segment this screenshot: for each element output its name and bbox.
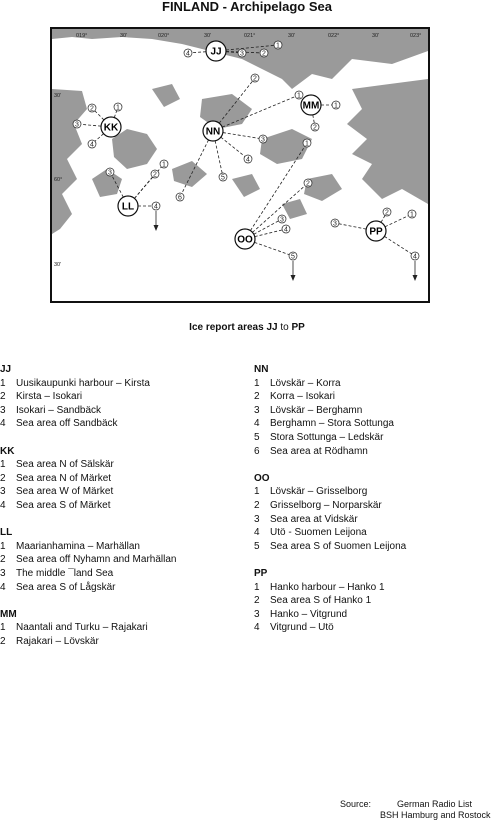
- subarea-number: 4: [413, 253, 417, 261]
- legend-item-text: Sea area S of Suomen Leijona: [270, 540, 407, 552]
- legend-item-text: Kirsta – Isokari: [16, 391, 83, 403]
- station-pp: [331, 208, 419, 281]
- subarea-number: 3: [280, 216, 284, 224]
- subarea-number: 1: [410, 211, 414, 219]
- legend-column-right: [254, 363, 494, 648]
- legend-group-jj: [0, 363, 240, 431]
- legend-item: [254, 526, 494, 540]
- legend-group-title: MM: [0, 608, 17, 620]
- legend-group-pp: [254, 567, 494, 635]
- lat-tick: 60°: [54, 177, 63, 183]
- subarea-number: 5: [291, 253, 295, 261]
- legend-item: [0, 390, 240, 404]
- legend-item-number: 4: [0, 499, 6, 511]
- legend-item: [254, 377, 494, 391]
- legend-group-title: KK: [0, 445, 15, 457]
- legend-item-number: 5: [254, 431, 260, 443]
- legend-item: [0, 567, 240, 581]
- legend-item-number: 2: [0, 391, 6, 403]
- legend-group-title: NN: [254, 364, 269, 375]
- legend-group-title: PP: [254, 567, 268, 579]
- subarea-number: 5: [221, 174, 225, 182]
- subarea-number: 1: [334, 102, 338, 110]
- legend-item-text: Isokari – Sandbäck: [16, 404, 102, 416]
- arrow-head-icon: [154, 225, 159, 231]
- map-title: FINLAND - Archipelago Sea: [162, 0, 332, 14]
- legend-item-text: Hanko harbour – Hanko 1: [270, 581, 385, 593]
- legend-item-text: Utö - Suomen Leijona: [270, 527, 367, 539]
- lon-tick: 023°: [410, 33, 422, 39]
- legend-item-text: Stora Sottunga – Ledskär: [270, 431, 384, 443]
- subarea-number: 1: [116, 104, 120, 112]
- legend-item-text: Lövskär – Korra: [270, 377, 341, 389]
- legend-item-number: 3: [0, 486, 6, 498]
- legend-item: [0, 472, 240, 486]
- map-canvas: [52, 29, 428, 301]
- legend-group-nn: [254, 363, 494, 458]
- legend-item-number: 3: [0, 567, 6, 579]
- legend-item: [254, 581, 494, 595]
- legend-group-title: LL: [0, 527, 13, 539]
- lon-tick: 30': [372, 33, 380, 39]
- legend-group-ll: [0, 526, 240, 594]
- legend-item: [0, 417, 240, 431]
- legend-item-number: 2: [254, 595, 260, 607]
- legend-item-text: Sea area S of Hanko 1: [270, 595, 372, 607]
- legend-item-number: 4: [254, 622, 260, 634]
- station-label: OO: [237, 234, 253, 246]
- legend-item-text: Maarianhamina – Marhällan: [16, 540, 140, 552]
- legend-item-number: 1: [254, 486, 260, 498]
- legend-item: [0, 485, 240, 499]
- legend-item: [254, 445, 494, 459]
- legend-item-number: 4: [0, 418, 6, 430]
- legend-item-text: Sea area W of Märket: [16, 486, 114, 498]
- legend-item-number: 5: [254, 540, 260, 552]
- lat-tick: 30': [54, 93, 62, 99]
- legend-column-left: [0, 363, 240, 662]
- caption-from: JJ: [266, 322, 278, 333]
- legend-item: [254, 485, 494, 499]
- legend-item: [254, 404, 494, 418]
- arrow-head-icon: [291, 275, 296, 281]
- legend-item-text: Vitgrund – Utö: [270, 622, 334, 634]
- arrow-head-icon: [413, 275, 418, 281]
- caption-to-word: to: [280, 322, 289, 333]
- legend-item-text: Lövskär – Berghamn: [270, 404, 363, 416]
- lon-tick: 020°: [158, 33, 170, 39]
- subarea-number: 6: [178, 194, 182, 202]
- legend-item: [0, 581, 240, 595]
- station-label: KK: [103, 122, 119, 134]
- lon-tick: 022°: [328, 33, 340, 39]
- station-label: PP: [369, 226, 383, 238]
- legend-group-title: OO: [254, 472, 270, 484]
- subarea-number: 3: [75, 121, 79, 129]
- station-label: JJ: [210, 46, 222, 58]
- source-note: [340, 799, 491, 821]
- legend-item: [0, 635, 240, 649]
- map-caption: [0, 322, 494, 333]
- subarea-number: 1: [162, 161, 166, 169]
- legend-item-text: Berghamn – Stora Sottunga: [270, 418, 394, 430]
- lat-tick: 30': [54, 262, 62, 268]
- legend-item-number: 1: [0, 377, 6, 389]
- legend-item-text: Sea area off Sandbäck: [16, 418, 118, 430]
- legend-item-text: Sea area N of Märket: [16, 472, 112, 484]
- subarea-number: 2: [153, 171, 157, 179]
- subarea-number: 2: [306, 180, 310, 188]
- legend-item-text: Grisselborg – Norparskär: [270, 499, 382, 511]
- legend-item-number: 4: [0, 581, 6, 593]
- station-label: LL: [121, 201, 135, 213]
- legend-item: [0, 377, 240, 391]
- legend-item-number: 2: [254, 499, 260, 511]
- legend-item: [254, 594, 494, 608]
- subarea-number: 4: [90, 141, 94, 149]
- legend-item-number: 3: [254, 608, 260, 620]
- legend-item: [0, 499, 240, 513]
- legend-item: [0, 553, 240, 567]
- legend-item: [254, 540, 494, 554]
- legend-item-number: 2: [0, 472, 6, 484]
- legend-item-text: Lövskär – Grisselborg: [270, 486, 368, 498]
- station-label: MM: [302, 100, 320, 112]
- legend-group-title: JJ: [0, 364, 12, 375]
- legend-item-text: Uusikaupunki harbour – Kirsta: [16, 377, 150, 389]
- subarea-number: 3: [240, 50, 244, 58]
- legend-item: [0, 621, 240, 635]
- legend-item-number: 4: [254, 527, 260, 539]
- subarea-number: 4: [284, 226, 288, 234]
- subarea-number: 3: [333, 220, 337, 228]
- subarea-number: 1: [276, 42, 280, 50]
- subarea-number: 2: [385, 209, 389, 217]
- subarea-number: 2: [313, 124, 317, 132]
- legend-item-number: 3: [0, 404, 6, 416]
- lon-tick: 021°: [244, 33, 256, 39]
- legend-item-text: Sea area S of Lågskär: [16, 581, 116, 593]
- legend-item-number: 3: [254, 513, 260, 525]
- legend-item-number: 1: [0, 540, 6, 552]
- source-line-2: BSH Hamburg and Rostock: [380, 810, 491, 820]
- lon-tick: 30': [288, 33, 296, 39]
- archipelago-map: [50, 27, 430, 303]
- subarea-number: 4: [246, 156, 250, 164]
- caption-prefix: Ice report areas: [189, 322, 267, 333]
- legend-item: [0, 458, 240, 472]
- legend-item-text: Rajakari – Lövskär: [16, 635, 99, 647]
- subarea-number: 3: [108, 169, 112, 177]
- legend-item: [254, 513, 494, 527]
- legend-item-number: 2: [0, 554, 6, 566]
- station-label: NN: [205, 126, 221, 138]
- station-mm: [301, 95, 340, 131]
- legend-item-text: Korra – Isokari: [270, 391, 336, 403]
- legend-item-text: Sea area at Vidskär: [270, 513, 358, 525]
- lon-tick: 019°: [76, 33, 88, 39]
- source-line-1: German Radio List: [397, 799, 473, 809]
- legend-item: [254, 417, 494, 431]
- source-label: Source:: [340, 799, 372, 809]
- legend-item-number: 1: [0, 459, 6, 471]
- legend-item: [0, 404, 240, 418]
- legend-item-number: 1: [254, 377, 260, 389]
- subarea-number: 2: [90, 105, 94, 113]
- legend-group-mm: [0, 608, 240, 649]
- legend-item-number: 6: [254, 445, 260, 457]
- legend-item-text: Sea area S of Märket: [16, 499, 111, 511]
- subarea-number: 3: [261, 136, 265, 144]
- subarea-number: 1: [297, 92, 301, 100]
- legend-item-text: Hanko – Vitgrund: [270, 608, 348, 620]
- legend-item-number: 4: [254, 418, 260, 430]
- legend-item-text: Naantali and Turku – Rajakari: [16, 622, 148, 634]
- subarea-number: 1: [305, 140, 309, 148]
- legend-item-number: 2: [254, 391, 260, 403]
- legend-item: [0, 540, 240, 554]
- legend-item-number: 1: [0, 622, 6, 634]
- legend-item-number: 2: [0, 635, 6, 647]
- legend-item-text: Sea area N of Sälskär: [16, 459, 114, 471]
- station-ll: [106, 160, 168, 231]
- legend-item-number: 1: [254, 581, 260, 593]
- lon-tick: 30': [120, 33, 128, 39]
- legend-item-number: 3: [254, 404, 260, 416]
- subarea-number: 2: [253, 75, 257, 83]
- lon-tick: 30': [204, 33, 212, 39]
- caption-to: PP: [291, 322, 305, 333]
- subarea-number: 4: [154, 203, 158, 211]
- legend-item: [254, 621, 494, 635]
- legend-group-oo: [254, 472, 494, 554]
- legend-item: [254, 608, 494, 622]
- subarea-number: 2: [262, 50, 266, 58]
- legend-item: [254, 390, 494, 404]
- legend-item-text: Sea area off Nyhamn and Marhällan: [16, 554, 177, 566]
- legend-item-text: The middle ¯land Sea: [16, 567, 114, 579]
- legend-group-kk: [0, 445, 240, 513]
- legend-item: [254, 499, 494, 513]
- legend-item: [254, 431, 494, 445]
- subarea-number: 4: [186, 50, 190, 58]
- legend-item-text: Sea area at Rödhamn: [270, 445, 368, 457]
